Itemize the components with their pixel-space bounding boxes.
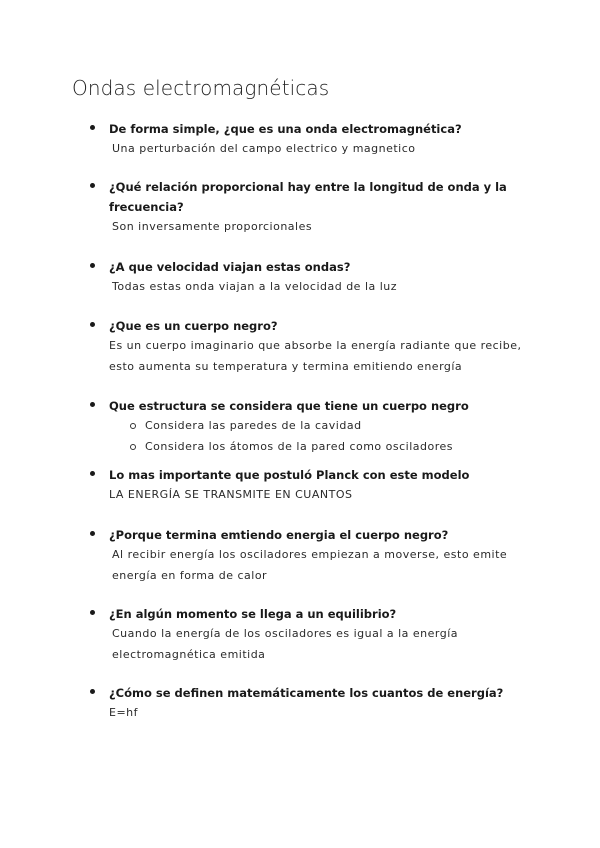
list-item bbox=[90, 177, 530, 238]
circle-bullet-icon bbox=[130, 423, 136, 429]
list-item bbox=[90, 604, 530, 665]
question-text: ¿En algún momento se llega a un equilibrio? bbox=[109, 607, 397, 621]
question-text: ¿A que velocidad viajan estas ondas? bbox=[109, 260, 351, 274]
question-text: Que estructura se considera que tiene un cuerpo negro bbox=[109, 399, 469, 413]
list-item bbox=[90, 257, 530, 298]
answer-text: Una perturbación del campo electrico y magnetico bbox=[112, 142, 416, 155]
answer-text: LA ENERGÍA SE TRANSMITE EN CUANTOS bbox=[109, 488, 353, 501]
bullet-icon bbox=[90, 610, 95, 615]
sub-list-item bbox=[130, 416, 530, 437]
page-title: Ondas electromagnéticas bbox=[72, 76, 330, 100]
bullet-icon bbox=[90, 125, 95, 130]
question-text: ¿Qué relación proporcional hay entre la longitud de onda y la frecuencia? bbox=[109, 180, 507, 214]
bullet-icon bbox=[90, 322, 95, 327]
answer-text: Cuando la energía de los osciladores es igual a la energía electromagnética emitida bbox=[112, 627, 459, 661]
answer-text: Todas estas onda viajan a la velocidad de la luz bbox=[112, 280, 398, 293]
bullet-icon bbox=[90, 263, 95, 268]
bullet-icon bbox=[90, 183, 95, 188]
list-item bbox=[90, 119, 530, 160]
question-text: De forma simple, ¿que es una onda electromagnética? bbox=[109, 122, 462, 136]
list-item bbox=[90, 465, 530, 506]
list-item bbox=[90, 683, 530, 724]
list-item bbox=[90, 525, 530, 586]
sub-list-item-text: Considera los átomos de la pared como osciladores bbox=[145, 439, 454, 453]
answer-text: E=hf bbox=[109, 706, 139, 719]
answer-text: Al recibir energía los osciladores empiezan a moverse, esto emite energía en forma de calor bbox=[112, 548, 508, 582]
list-item bbox=[90, 396, 530, 457]
answer-text: Es un cuerpo imaginario que absorbe la energía radiante que recibe, esto aumenta su temperatura y termina emitiendo energía bbox=[109, 339, 522, 373]
sub-list-item-text: Considera las paredes de la cavidad bbox=[145, 419, 362, 432]
circle-bullet-icon bbox=[130, 444, 136, 450]
list-item bbox=[90, 316, 530, 377]
sub-list-item bbox=[130, 437, 530, 458]
bullet-icon bbox=[90, 531, 95, 536]
answer-text: Son inversamente proporcionales bbox=[112, 220, 313, 233]
question-text: Lo mas importante que postuló Planck con este modelo bbox=[109, 468, 470, 482]
bullet-icon bbox=[90, 402, 95, 407]
question-text: ¿Que es un cuerpo negro? bbox=[109, 319, 278, 333]
sub-list bbox=[90, 416, 530, 457]
bullet-icon bbox=[90, 471, 95, 476]
bullet-icon bbox=[90, 689, 95, 694]
question-text: ¿Porque termina emtiendo energia el cuerpo negro? bbox=[109, 528, 449, 542]
question-text: ¿Cómo se definen matemáticamente los cuantos de energía? bbox=[109, 686, 504, 700]
